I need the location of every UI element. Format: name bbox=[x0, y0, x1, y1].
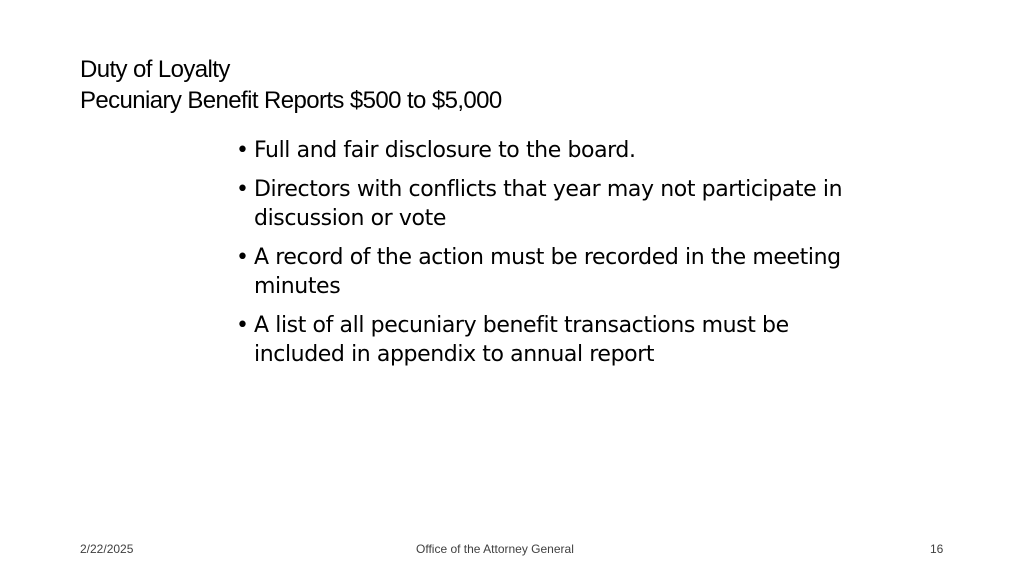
bullet-item bbox=[236, 136, 876, 165]
title-line-2: Pecuniary Benefit Reports $500 to $5,000 bbox=[80, 87, 502, 114]
bullet-text: A record of the action must be recorded in the meeting minutes bbox=[254, 245, 841, 299]
bullet-text: Directors with conflicts that year may not participate in discussion or vote bbox=[254, 177, 843, 231]
bullet-item bbox=[236, 243, 876, 301]
bullet-icon: • bbox=[236, 177, 249, 202]
bullet-icon: • bbox=[236, 138, 249, 163]
bullet-item bbox=[236, 311, 876, 369]
footer-center-text: Office of the Attorney General bbox=[416, 542, 574, 556]
page-number: 16 bbox=[930, 542, 944, 556]
bullet-text: A list of all pecuniary benefit transactions must be included in appendix to annual report bbox=[254, 313, 789, 367]
slide-title bbox=[80, 54, 940, 116]
bullet-icon: • bbox=[236, 313, 249, 338]
bullet-icon: • bbox=[236, 245, 249, 270]
bullet-text: Full and fair disclosure to the board. bbox=[254, 138, 636, 163]
footer-date: 2/22/2025 bbox=[80, 542, 134, 556]
title-line-1: Duty of Loyalty bbox=[80, 56, 230, 83]
bullet-item bbox=[236, 175, 876, 233]
bullet-list bbox=[236, 136, 876, 379]
